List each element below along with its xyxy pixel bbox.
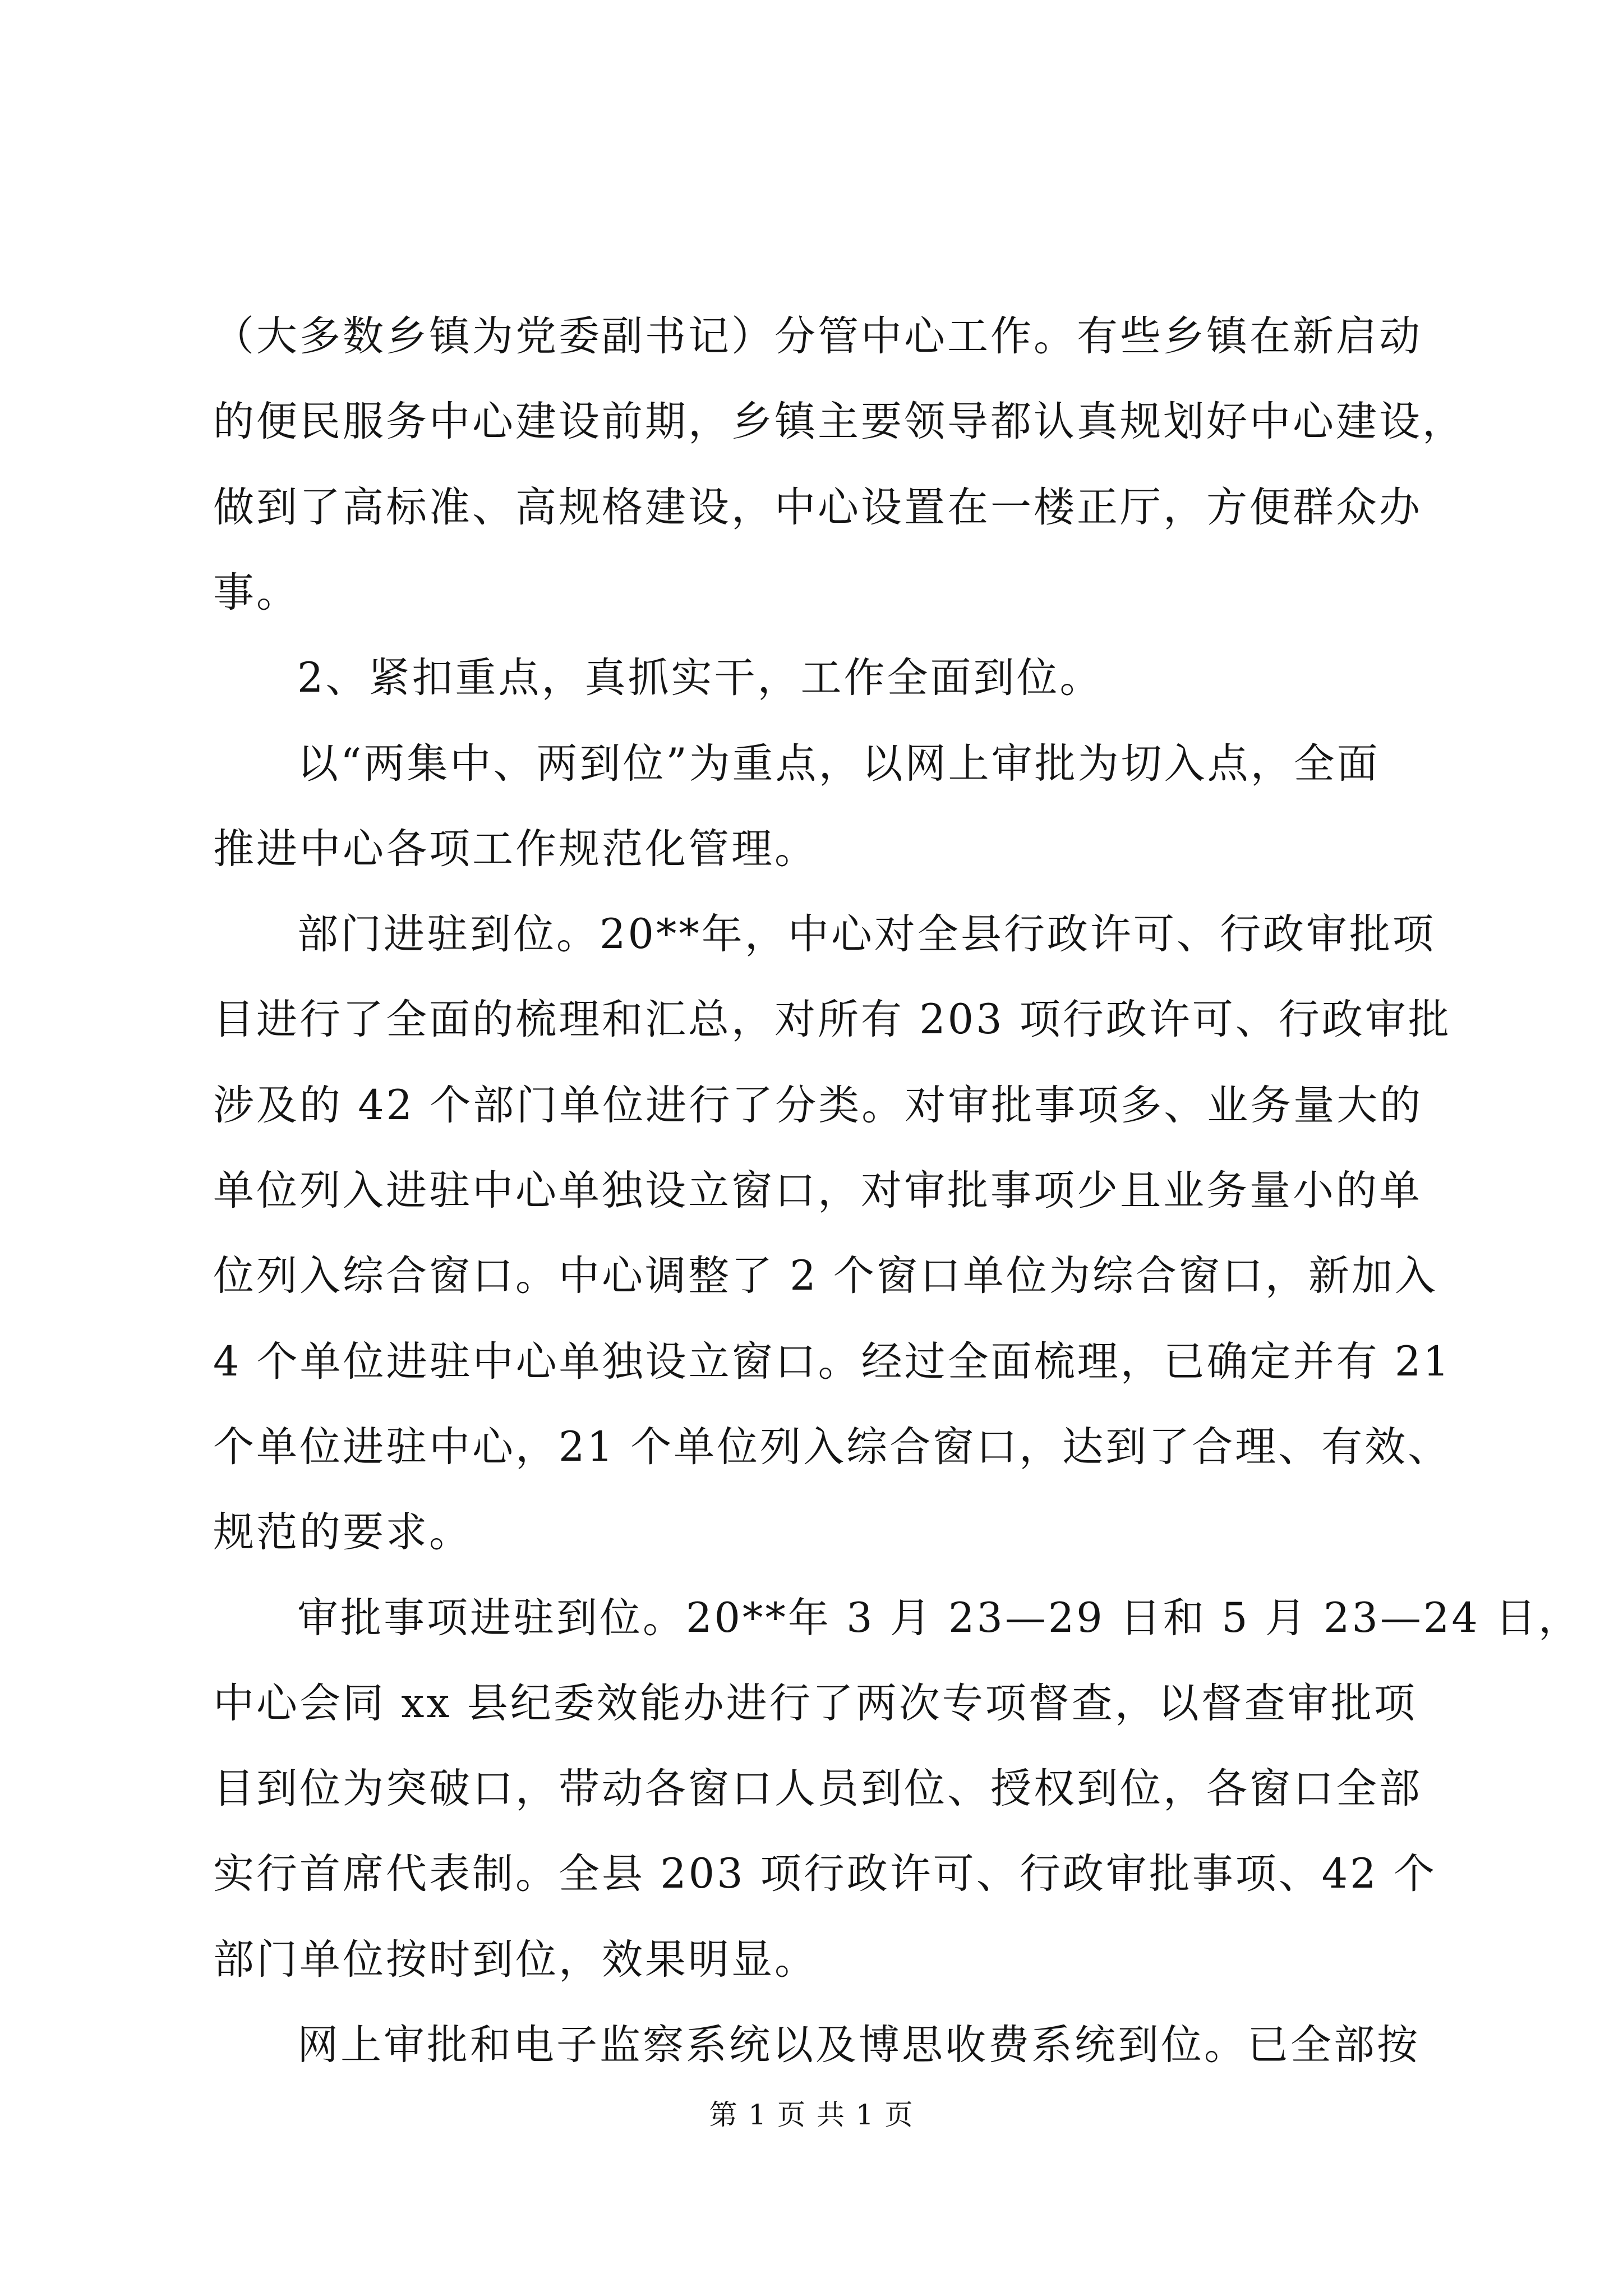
text-line: 个单位进驻中心，21 个单位列入综合窗口，达到了合理、有效、	[213, 1423, 1451, 1471]
text-line: 部门单位按时到位，效果明显。	[213, 1936, 818, 1984]
text-line: 做到了高标准、高规格建设，中心设置在一楼正厅，方便群众办	[213, 484, 1422, 531]
text-line: 审批事项进驻到位。20**年 3 月 23—29 日和 5 月 23—24 日，	[297, 1594, 1581, 1642]
text-line: 规范的要求。	[213, 1508, 472, 1556]
text-line: 4 个单位进驻中心单独设立窗口。经过全面梳理，已确定并有 21	[213, 1338, 1451, 1386]
text-line: 目到位为突破口，带动各窗口人员到位、授权到位，各窗口全部	[213, 1765, 1422, 1812]
text-line: 位列入综合窗口。中心调整了 2 个窗口单位为综合窗口，新加入	[213, 1252, 1438, 1300]
text-line: 单位列入进驻中心单独设立窗口，对审批事项少且业务量小的单	[213, 1167, 1422, 1214]
text-line: （大多数乡镇为党委副书记）分管中心工作。有些乡镇在新启动	[213, 312, 1422, 360]
text-line: 的便民服务中心建设前期，乡镇主要领导都认真规划好中心建设，	[213, 398, 1465, 445]
page-footer: 第 1 页 共 1 页	[709, 2099, 914, 2131]
text-line: 推进中心各项工作规范化管理。	[213, 825, 818, 873]
text-line: 实行首席代表制。全县 203 项行政许可、行政审批事项、42 个	[213, 1850, 1437, 1898]
text-line: 部门进驻到位。20**年，中心对全县行政许可、行政审批项	[297, 910, 1436, 958]
text-line: 涉及的 42 个部门单位进行了分类。对审批事项多、业务量大的	[213, 1082, 1423, 1129]
text-line: 中心会同 xx 县纪委效能办进行了两次专项督查，以督查审批项	[213, 1680, 1417, 1727]
text-line: 以“两集中、两到位”为重点，以网上审批为切入点，全面	[297, 740, 1380, 788]
text-line: 网上审批和电子监察系统以及博思收费系统到位。已全部按	[297, 2021, 1420, 2069]
text-line: 事。	[213, 569, 299, 616]
section-heading: 2、紧扣重点，真抓实干，工作全面到位。	[297, 654, 1103, 702]
text-line: 目进行了全面的梳理和汇总，对所有 203 项行政许可、行政审批	[213, 996, 1451, 1043]
